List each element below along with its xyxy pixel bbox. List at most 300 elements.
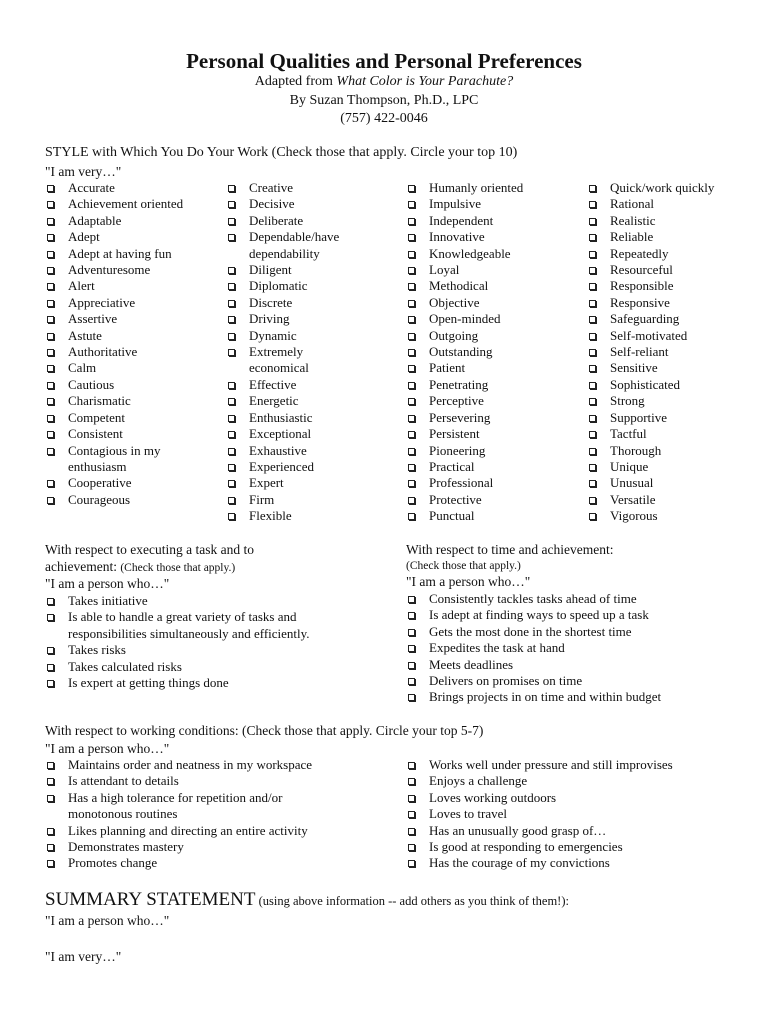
- checklist-item-label: Cooperative: [68, 475, 132, 491]
- checkbox-icon[interactable]: [408, 645, 415, 652]
- checklist-item: [406, 607, 726, 623]
- checkbox-icon[interactable]: [589, 316, 596, 323]
- checkbox-icon[interactable]: [408, 382, 415, 389]
- checklist-item: [226, 508, 366, 524]
- checklist-item: [45, 642, 345, 658]
- checkbox-icon[interactable]: [408, 201, 415, 208]
- task-heading-line1: With respect to executing a task and to: [45, 542, 255, 557]
- checkbox-icon[interactable]: [408, 762, 415, 769]
- checklist-item: [587, 295, 757, 311]
- checklist-item-label: Accurate: [68, 180, 115, 195]
- checklist-item: [587, 213, 757, 229]
- checklist-item: [406, 196, 576, 212]
- checkbox-icon[interactable]: [408, 218, 415, 225]
- checkbox-icon[interactable]: [47, 448, 54, 455]
- checklist-item-label: Unique: [610, 458, 649, 474]
- checklist-item-label: Repeatedly: [610, 245, 669, 261]
- checklist-item: [587, 246, 757, 262]
- checkbox-icon[interactable]: [408, 662, 415, 669]
- checklist-item-label: Discrete: [249, 294, 293, 310]
- checklist-item-label: Is able to handle a great variety of tasks and responsibilities simultaneously and efficiently.: [68, 609, 310, 641]
- checklist-item-label: Self-motivated: [610, 327, 688, 343]
- checklist-item-label: Innovative: [429, 229, 485, 245]
- checkbox-icon[interactable]: [228, 283, 235, 290]
- checkbox-icon[interactable]: [47, 844, 54, 851]
- checkbox-icon[interactable]: [408, 678, 415, 685]
- checkbox-icon[interactable]: [47, 431, 54, 438]
- conditions-right-list: [406, 757, 736, 872]
- checklist-item-label: Thorough: [610, 442, 662, 458]
- checkbox-icon[interactable]: [228, 349, 235, 356]
- checkbox-icon[interactable]: [589, 201, 596, 208]
- checkbox-icon[interactable]: [408, 795, 415, 802]
- checklist-item: [45, 593, 345, 609]
- checkbox-icon[interactable]: [589, 480, 596, 487]
- checklist-item: [226, 180, 366, 196]
- checklist-item-label: Methodical: [429, 278, 489, 294]
- checkbox-icon[interactable]: [228, 382, 235, 389]
- checkbox-icon[interactable]: [408, 234, 415, 241]
- conditions-heading: With respect to working conditions: (Check those that apply. Circle your top 5-7): [45, 723, 484, 738]
- checklist-item-label: Loyal: [429, 262, 460, 278]
- checklist-item-label: Adept: [68, 229, 100, 245]
- checkbox-icon[interactable]: [589, 267, 596, 274]
- checkbox-icon[interactable]: [228, 431, 235, 438]
- checkbox-icon[interactable]: [228, 464, 235, 471]
- checklist-item-label: Sensitive: [610, 360, 658, 376]
- checklist-item: [406, 262, 576, 278]
- checklist-item-label: Flexible: [249, 508, 292, 524]
- checklist-item: [45, 180, 210, 196]
- checklist-item-label: Alert: [68, 278, 95, 294]
- checklist-item: [45, 823, 345, 839]
- checklist-item-label: Persistent: [429, 426, 480, 442]
- style-column-1: [45, 180, 210, 508]
- checklist-item-label: Has the courage of my convictions: [429, 855, 610, 871]
- checkbox-icon[interactable]: [228, 398, 235, 405]
- summary-heading-line: [45, 889, 569, 911]
- checkbox-icon[interactable]: [408, 860, 415, 867]
- checkbox-icon[interactable]: [589, 349, 596, 356]
- checkbox-icon[interactable]: [47, 860, 54, 867]
- checklist-item-label: Independent: [429, 212, 494, 228]
- checklist-item: [45, 213, 210, 229]
- checkbox-icon[interactable]: [228, 234, 235, 241]
- checklist-item-label: Assertive: [68, 311, 118, 327]
- checkbox-icon[interactable]: [47, 234, 54, 241]
- checklist-item-label: Firm: [249, 491, 275, 507]
- checkbox-icon[interactable]: [47, 614, 54, 621]
- author-line: By Suzan Thompson, Ph.D., LPC: [289, 93, 479, 108]
- checklist-item-label: Persevering: [429, 409, 491, 425]
- checklist-item-label: Consistently tackles tasks ahead of time: [429, 591, 637, 606]
- checklist-item: [226, 262, 366, 278]
- checklist-item-label: Diplomatic: [249, 278, 308, 294]
- checkbox-icon[interactable]: [47, 762, 54, 769]
- checklist-item: [406, 393, 576, 409]
- checklist-item-label: Dependable/have dependability: [249, 229, 340, 261]
- checklist-item-label: Is attendant to details: [68, 773, 179, 789]
- checklist-item-label: Open-minded: [429, 311, 501, 327]
- checklist-item: [406, 360, 576, 376]
- checklist-item: [226, 295, 366, 311]
- checkbox-icon[interactable]: [47, 828, 54, 835]
- checklist-item-label: Delivers on promises on time: [429, 673, 583, 689]
- checklist-item: [406, 328, 576, 344]
- checklist-item-label: Vigorous: [610, 508, 658, 524]
- checklist-item-label: Exhaustive: [249, 442, 307, 458]
- checklist-item: [45, 311, 210, 327]
- checklist-item: [226, 344, 366, 377]
- checklist-item-label: Responsible: [610, 278, 674, 294]
- checkbox-icon[interactable]: [589, 431, 596, 438]
- checkbox-icon[interactable]: [408, 513, 415, 520]
- checkbox-icon[interactable]: [47, 201, 54, 208]
- checkbox-icon[interactable]: [47, 251, 54, 258]
- checkbox-icon[interactable]: [228, 448, 235, 455]
- checklist-item: [226, 377, 366, 393]
- checklist-item: [587, 328, 757, 344]
- checklist-item-label: Courageous: [68, 491, 131, 507]
- checklist-item-label: Appreciative: [68, 294, 136, 310]
- checklist-item: [226, 328, 366, 344]
- checklist-item-label: Promotes change: [68, 855, 158, 871]
- checklist-item-label: Expedites the task at hand: [429, 640, 565, 656]
- style-column-4: [587, 180, 757, 525]
- checkbox-icon[interactable]: [47, 664, 54, 671]
- checklist-item: [226, 426, 366, 442]
- checklist-item: [406, 459, 576, 475]
- checklist-item-label: Deliberate: [249, 212, 304, 228]
- checklist-item-label: Impulsive: [429, 196, 481, 212]
- style-column-3: [406, 180, 576, 525]
- checklist-item: [587, 508, 757, 524]
- checklist-item: [226, 393, 366, 409]
- checklist-item: [45, 475, 210, 491]
- checklist-item-label: Consistent: [68, 426, 123, 442]
- checkbox-icon[interactable]: [589, 234, 596, 241]
- checklist-item-label: Punctual: [429, 508, 475, 524]
- checklist-item: [587, 344, 757, 360]
- checkbox-icon[interactable]: [589, 283, 596, 290]
- checklist-item: [226, 196, 366, 212]
- checkbox-icon[interactable]: [47, 333, 54, 340]
- summary-note: (using above information -- add others as you think of them!):: [255, 894, 569, 908]
- checkbox-icon[interactable]: [47, 267, 54, 274]
- checklist-item-label: Takes calculated risks: [68, 658, 182, 674]
- checklist-item-label: Experienced: [249, 458, 314, 474]
- style-heading: STYLE with Which You Do Your Work (Check those that apply. Circle your top 10): [45, 145, 518, 160]
- checkbox-icon[interactable]: [589, 513, 596, 520]
- checkbox-icon[interactable]: [408, 464, 415, 471]
- checklist-item-label: Calm: [68, 360, 97, 376]
- checkbox-icon[interactable]: [408, 629, 415, 636]
- style-column-2: [226, 180, 366, 525]
- checkbox-icon[interactable]: [47, 680, 54, 687]
- checklist-item: [45, 839, 345, 855]
- checklist-item: [406, 443, 576, 459]
- checklist-item-label: Outstanding: [429, 344, 493, 360]
- checklist-item: [406, 790, 736, 806]
- checklist-item: [226, 213, 366, 229]
- adapted-from-line: [0, 73, 768, 91]
- checkbox-icon[interactable]: [47, 283, 54, 290]
- checkbox-icon[interactable]: [589, 382, 596, 389]
- checklist-item: [406, 246, 576, 262]
- time-note: (Check those that apply.): [406, 560, 521, 572]
- checklist-item: [406, 213, 576, 229]
- checkbox-icon[interactable]: [47, 365, 54, 372]
- checklist-item: [406, 673, 726, 689]
- checkbox-icon[interactable]: [47, 415, 54, 422]
- checklist-item: [45, 426, 210, 442]
- checklist-item: [45, 855, 345, 871]
- checklist-item: [45, 393, 210, 409]
- checkbox-icon[interactable]: [408, 811, 415, 818]
- checklist-item-label: Maintains order and neatness in my workspace: [68, 757, 313, 772]
- checklist-item: [406, 475, 576, 491]
- checklist-item: [587, 475, 757, 491]
- checklist-item-label: Patient: [429, 360, 466, 376]
- checklist-item: [406, 689, 726, 705]
- checklist-item-label: Dynamic: [249, 327, 297, 343]
- task-list: [45, 593, 345, 691]
- checklist-item-label: Humanly oriented: [429, 180, 524, 195]
- checkbox-icon[interactable]: [408, 185, 415, 192]
- conditions-left-list: [45, 757, 345, 872]
- checklist-item-label: Is expert at getting things done: [68, 675, 229, 691]
- checkbox-icon[interactable]: [408, 415, 415, 422]
- checklist-item: [587, 426, 757, 442]
- checkbox-icon[interactable]: [589, 398, 596, 405]
- checkbox-icon[interactable]: [408, 300, 415, 307]
- checklist-item: [587, 393, 757, 409]
- checkbox-icon[interactable]: [47, 316, 54, 323]
- checklist-item: [45, 773, 345, 789]
- checklist-item-label: Enjoys a challenge: [429, 773, 528, 789]
- checkbox-icon[interactable]: [408, 431, 415, 438]
- checkbox-icon[interactable]: [228, 480, 235, 487]
- checklist-item: [45, 443, 210, 476]
- checkbox-icon[interactable]: [408, 778, 415, 785]
- checklist-item: [45, 492, 210, 508]
- checkbox-icon[interactable]: [47, 647, 54, 654]
- checklist-item-label: Reliable: [610, 229, 654, 245]
- checklist-item: [45, 262, 210, 278]
- checklist-item-label: Penetrating: [429, 376, 489, 392]
- checklist-item: [587, 229, 757, 245]
- checkbox-icon[interactable]: [589, 497, 596, 504]
- checkbox-icon[interactable]: [408, 349, 415, 356]
- checklist-item: [45, 410, 210, 426]
- checklist-item: [406, 806, 736, 822]
- checklist-item-label: Outgoing: [429, 327, 479, 343]
- checklist-item-label: Adaptable: [68, 212, 122, 228]
- checkbox-icon[interactable]: [47, 598, 54, 605]
- checklist-item: [45, 344, 210, 360]
- checkbox-icon[interactable]: [408, 398, 415, 405]
- checkbox-icon[interactable]: [589, 365, 596, 372]
- checkbox-icon[interactable]: [589, 185, 596, 192]
- checkbox-icon[interactable]: [228, 316, 235, 323]
- checkbox-icon[interactable]: [408, 497, 415, 504]
- task-note: (Check those that apply.): [120, 562, 236, 574]
- checklist-item-label: Is good at responding to emergencies: [429, 839, 623, 855]
- checkbox-icon[interactable]: [47, 778, 54, 785]
- checkbox-icon[interactable]: [408, 448, 415, 455]
- checklist-item: [587, 360, 757, 376]
- checklist-item-label: Demonstrates mastery: [68, 839, 184, 855]
- checklist-item: [587, 443, 757, 459]
- checklist-item-label: Exceptional: [249, 426, 312, 442]
- checklist-item: [587, 262, 757, 278]
- checkbox-icon[interactable]: [47, 480, 54, 487]
- checklist-item-label: Diligent: [249, 262, 292, 278]
- checklist-item-label: Gets the most done in the shortest time: [429, 623, 632, 639]
- checkbox-icon[interactable]: [228, 267, 235, 274]
- checklist-item-label: Realistic: [610, 212, 656, 228]
- checklist-item: [406, 180, 576, 196]
- checkbox-icon[interactable]: [47, 300, 54, 307]
- checklist-item-label: Quick/work quickly: [610, 180, 715, 195]
- checklist-item-label: Contagious in my enthusiasm: [68, 442, 161, 474]
- checkbox-icon[interactable]: [47, 185, 54, 192]
- checklist-item: [587, 492, 757, 508]
- checklist-item-label: Perceptive: [429, 393, 484, 409]
- checkbox-icon[interactable]: [408, 283, 415, 290]
- checklist-item: [45, 229, 210, 245]
- checkbox-icon[interactable]: [589, 300, 596, 307]
- checkbox-icon[interactable]: [47, 398, 54, 405]
- checkbox-icon[interactable]: [408, 828, 415, 835]
- checklist-item: [406, 591, 726, 607]
- checklist-item: [45, 278, 210, 294]
- checklist-item: [406, 377, 576, 393]
- checkbox-icon[interactable]: [408, 596, 415, 603]
- checklist-item-label: Creative: [249, 180, 294, 195]
- page-title: Personal Qualities and Personal Preferences: [186, 49, 582, 73]
- checklist-item: [226, 278, 366, 294]
- checklist-item-label: Energetic: [249, 393, 299, 409]
- checkbox-icon[interactable]: [589, 448, 596, 455]
- checkbox-icon[interactable]: [408, 267, 415, 274]
- checkbox-icon[interactable]: [408, 333, 415, 340]
- checkbox-icon[interactable]: [228, 513, 235, 520]
- checklist-item-label: Strong: [610, 393, 645, 409]
- checklist-item: [406, 640, 726, 656]
- checkbox-icon[interactable]: [589, 464, 596, 471]
- checklist-item: [406, 426, 576, 442]
- checklist-item: [406, 508, 576, 524]
- checklist-item-label: Effective: [249, 376, 297, 392]
- checklist-item-label: Practical: [429, 458, 475, 474]
- checkbox-icon[interactable]: [228, 415, 235, 422]
- checkbox-icon[interactable]: [228, 185, 235, 192]
- checklist-item: [587, 180, 757, 196]
- checklist-item: [45, 328, 210, 344]
- checklist-item: [45, 675, 345, 691]
- time-heading: With respect to time and achievement:: [406, 542, 614, 557]
- checkbox-icon[interactable]: [589, 333, 596, 340]
- time-prompt: "I am a person who…": [406, 574, 531, 589]
- checklist-item: [226, 443, 366, 459]
- checklist-item: [45, 377, 210, 393]
- checklist-item: [406, 657, 726, 673]
- checkbox-icon[interactable]: [589, 251, 596, 258]
- checkbox-icon[interactable]: [408, 365, 415, 372]
- checklist-item-label: Professional: [429, 475, 494, 491]
- checklist-item: [45, 609, 345, 642]
- checkbox-icon[interactable]: [47, 382, 54, 389]
- checklist-item-label: Pioneering: [429, 442, 486, 458]
- checklist-item-label: Self-reliant: [610, 344, 669, 360]
- checklist-item-label: Resourceful: [610, 262, 673, 278]
- checkbox-icon[interactable]: [228, 497, 235, 504]
- book-title: What Color is Your Parachute?: [336, 74, 514, 89]
- checklist-item-label: Competent: [68, 409, 126, 425]
- checklist-item: [45, 295, 210, 311]
- checklist-item: [406, 295, 576, 311]
- checkbox-icon[interactable]: [589, 415, 596, 422]
- phone-line: (757) 422-0046: [340, 111, 428, 126]
- checklist-item: [587, 196, 757, 212]
- checkbox-icon[interactable]: [47, 497, 54, 504]
- checklist-item-label: Supportive: [610, 409, 668, 425]
- checklist-item-label: Brings projects in on time and within budget: [429, 689, 662, 705]
- checklist-item: [587, 311, 757, 327]
- checklist-item-label: Unusual: [610, 475, 654, 491]
- checkbox-icon[interactable]: [228, 300, 235, 307]
- checklist-item-label: Protective: [429, 491, 482, 507]
- summary-heading: SUMMARY STATEMENT: [45, 889, 256, 910]
- checklist-item-label: Driving: [249, 311, 290, 327]
- checklist-item: [406, 839, 736, 855]
- checklist-item-label: Knowledgeable: [429, 245, 511, 261]
- checklist-item-label: Versatile: [610, 491, 656, 507]
- checklist-item-label: Responsive: [610, 294, 670, 310]
- checklist-item-label: Objective: [429, 294, 480, 310]
- checklist-item-label: Tactful: [610, 426, 647, 442]
- checkbox-icon[interactable]: [228, 333, 235, 340]
- checklist-item-label: Takes initiative: [68, 593, 148, 608]
- checkbox-icon[interactable]: [228, 218, 235, 225]
- checklist-item-label: Astute: [68, 327, 102, 343]
- checkbox-icon[interactable]: [228, 201, 235, 208]
- checkbox-icon[interactable]: [47, 349, 54, 356]
- style-prompt: "I am very…": [45, 164, 122, 179]
- conditions-prompt: "I am a person who…": [45, 741, 170, 756]
- checkbox-icon[interactable]: [408, 844, 415, 851]
- checkbox-icon[interactable]: [47, 795, 54, 802]
- checkbox-icon[interactable]: [589, 218, 596, 225]
- checklist-item: [406, 492, 576, 508]
- checklist-item: [226, 229, 366, 262]
- checkbox-icon[interactable]: [408, 612, 415, 619]
- checklist-item: [406, 344, 576, 360]
- checkbox-icon[interactable]: [408, 251, 415, 258]
- checklist-item-label: Safeguarding: [610, 311, 680, 327]
- checklist-item-label: Achievement oriented: [68, 196, 184, 212]
- checkbox-icon[interactable]: [408, 694, 415, 701]
- checklist-item-label: Likes planning and directing an entire activity: [68, 822, 308, 838]
- checkbox-icon[interactable]: [408, 316, 415, 323]
- checklist-item-label: Charismatic: [68, 393, 131, 409]
- checklist-item: [587, 377, 757, 393]
- checklist-item-label: Enthusiastic: [249, 409, 313, 425]
- checkbox-icon[interactable]: [47, 218, 54, 225]
- checklist-item-label: Adept at having fun: [68, 245, 172, 261]
- checkbox-icon[interactable]: [408, 480, 415, 487]
